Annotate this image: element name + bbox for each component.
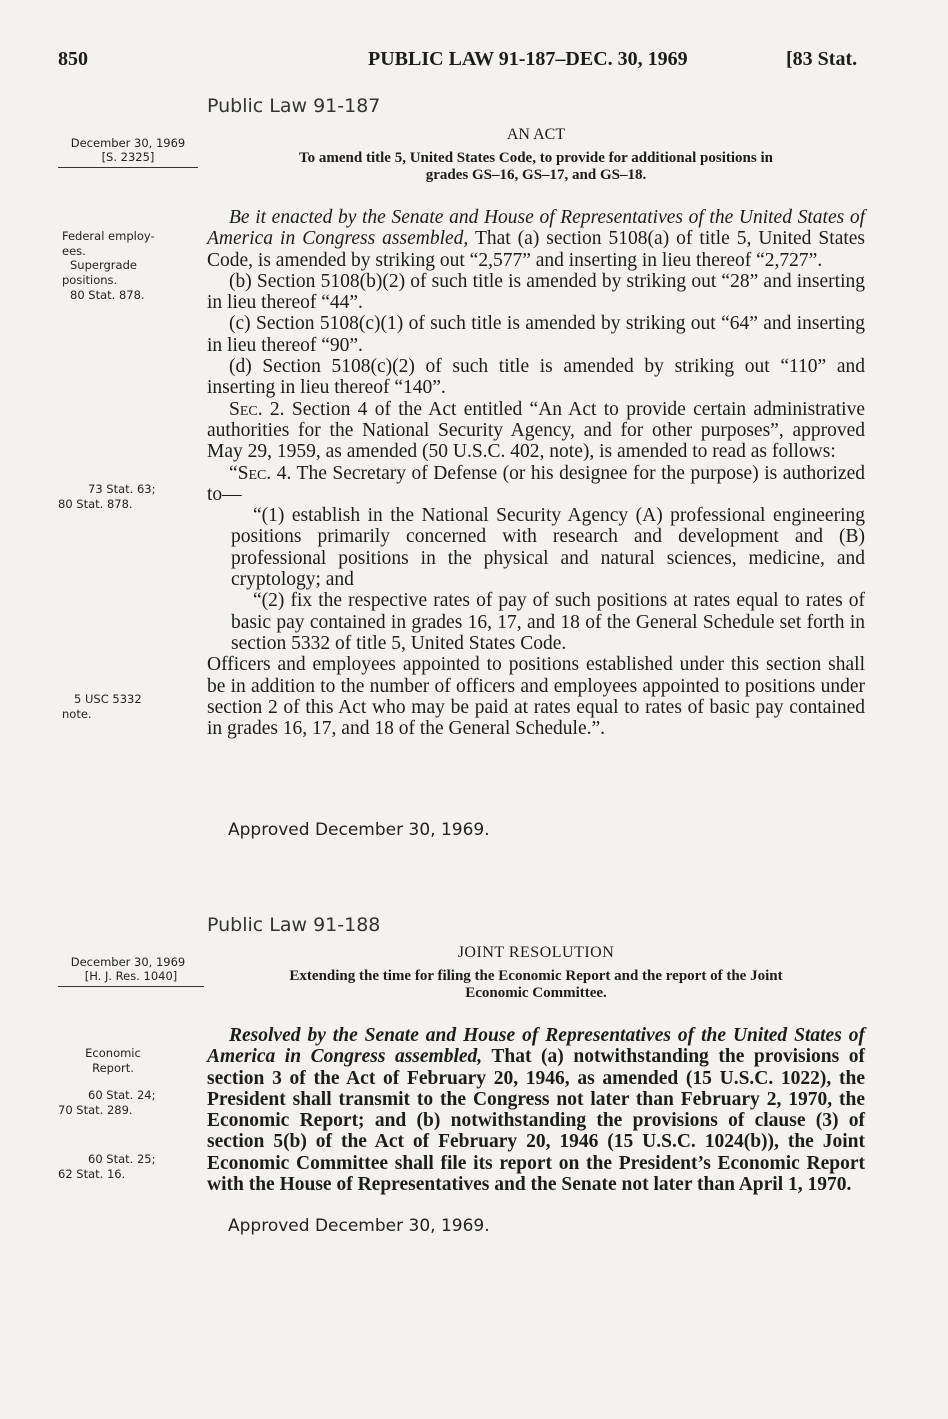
- law2-body: [207, 1025, 865, 1195]
- law1-margin-note-73-stat: 73 Stat. 63; 80 Stat. 878.: [58, 482, 156, 511]
- law1-margin-rule: [58, 167, 198, 168]
- law1-enacting-clause: Be it enacted by the Senate and House of Representatives of the United States of America in Congress assembled, That (a) section 5108(a) of title 5, United States Code, is amended by striking out “2,577” and inserting in lieu thereof “2,727”.: [207, 207, 866, 271]
- law1-section-2: Sec. 2. Section 4 of the Act entitled “An Act to provide certain administrative authorities for the National Security Agency, and for other purposes”, approved May 29, 1959, as amended (50 U.S.C. 402, note), is amended to read as follows:: [207, 398, 865, 463]
- law2-resolving-clause: Resolved by the Senate and House of Representatives of the United States of America in Congress assembled, That (a) notwithstanding the provisions of section 3 of the Act of February 20, 1946, as amended (15 U.S.C. 1022), the President shall transmit to the Congress not later than February 2, 1970, the Economic Report; and (b) notwithstanding the provisions of clause (3) of section 5(b) of the Act of February 20, 1946 (15 U.S.C. 1024(b)), the Joint Economic Committee shall file its report on the President’s Economic Report with the House of Representatives and the Senate not later than April 1, 1970.: [207, 1025, 865, 1196]
- law2-resolution-label: JOINT RESOLUTION: [457, 944, 615, 961]
- law2-date: December 30, 1969: [70, 955, 186, 969]
- law1-title: [207, 150, 865, 184]
- law1-act-label: AN ACT: [506, 126, 566, 143]
- law2-title-line1: Extending the time for filing the Economic Report and the report of the Joint: [289, 968, 783, 984]
- volume-reference: [83 Stat.: [786, 48, 858, 70]
- page-number: 850: [58, 48, 88, 70]
- law1-approved: Approved December 30, 1969.: [228, 820, 490, 840]
- law2-margin-note-economic-report: Economic Report.: [85, 1046, 141, 1075]
- law1-officers-paragraph: Officers and employees appointed to positions established under this section shall be in addition to the number of officers and employees appointed to positions under section 2 of this Act who may be paid at rates equal to rates of basic pay contained in grades 16, 17, and 18 of the General Schedule.”.: [207, 654, 865, 740]
- law1-date: December 30, 1969: [70, 136, 186, 150]
- law1-body: [207, 207, 865, 739]
- running-title: PUBLIC LAW 91-187–DEC. 30, 1969: [368, 48, 688, 70]
- law1-title-line1: To amend title 5, United States Code, to provide for additional positions in: [299, 150, 773, 166]
- law1-margin-note-federal-employees: Federal employ- ees.: [62, 229, 155, 258]
- law1-para-d: (d) Section 5108(c)(2) of such title is amended by striking out “110” and inserting in lieu thereof “140”.: [207, 356, 865, 399]
- law2-approved: Approved December 30, 1969.: [228, 1216, 490, 1236]
- law1-item-1: “(1) establish in the National Security Agency (A) professional engineering positions primarily concerned with research and development and (B) professional positions in the physical and natural sciences, medicine, and cryptology; and: [231, 505, 865, 591]
- law1-item-2: “(2) fix the respective rates of pay of such positions at rates equal to rates of basic pay contained in grades 16, 17, and 18 of the General Schedule set forth in section 5332 of title 5, United States Code.: [231, 590, 865, 654]
- law2-margin-rule: [58, 986, 204, 987]
- law1-margin-note-stat: 80 Stat. 878.: [70, 288, 145, 302]
- law1-bill-number: [S. 2325]: [101, 150, 155, 164]
- law1-section-4: “Sec. 4. The Secretary of Defense (or his designee for the purpose) is authorized to—: [207, 462, 866, 505]
- law2-heading: Public Law 91-188: [207, 914, 381, 936]
- law2-title: [207, 968, 865, 1002]
- law1-margin-note-5-usc: 5 USC 5332 note.: [62, 692, 142, 721]
- law2-title-line2: Economic Committee.: [465, 985, 607, 1001]
- law2-bill-number: [H. J. Res. 1040]: [84, 969, 178, 983]
- law1-para-c: (c) Section 5108(c)(1) of such title is amended by striking out “64” and inserting in lieu thereof “90”.: [207, 313, 865, 356]
- law1-title-line2: grades GS–16, GS–17, and GS–18.: [425, 167, 647, 183]
- law2-margin-note-60-stat-25: 60 Stat. 25; 62 Stat. 16.: [58, 1152, 156, 1181]
- law2-margin-note-60-stat-24: 60 Stat. 24; 70 Stat. 289.: [58, 1088, 156, 1117]
- law1-para-b: (b) Section 5108(b)(2) of such title is amended by striking out “28” and inserting in lieu thereof “44”.: [207, 270, 865, 314]
- law1-margin-note-supergrade: Supergrade positions.: [62, 258, 137, 287]
- law1-heading: Public Law 91-187: [207, 95, 381, 117]
